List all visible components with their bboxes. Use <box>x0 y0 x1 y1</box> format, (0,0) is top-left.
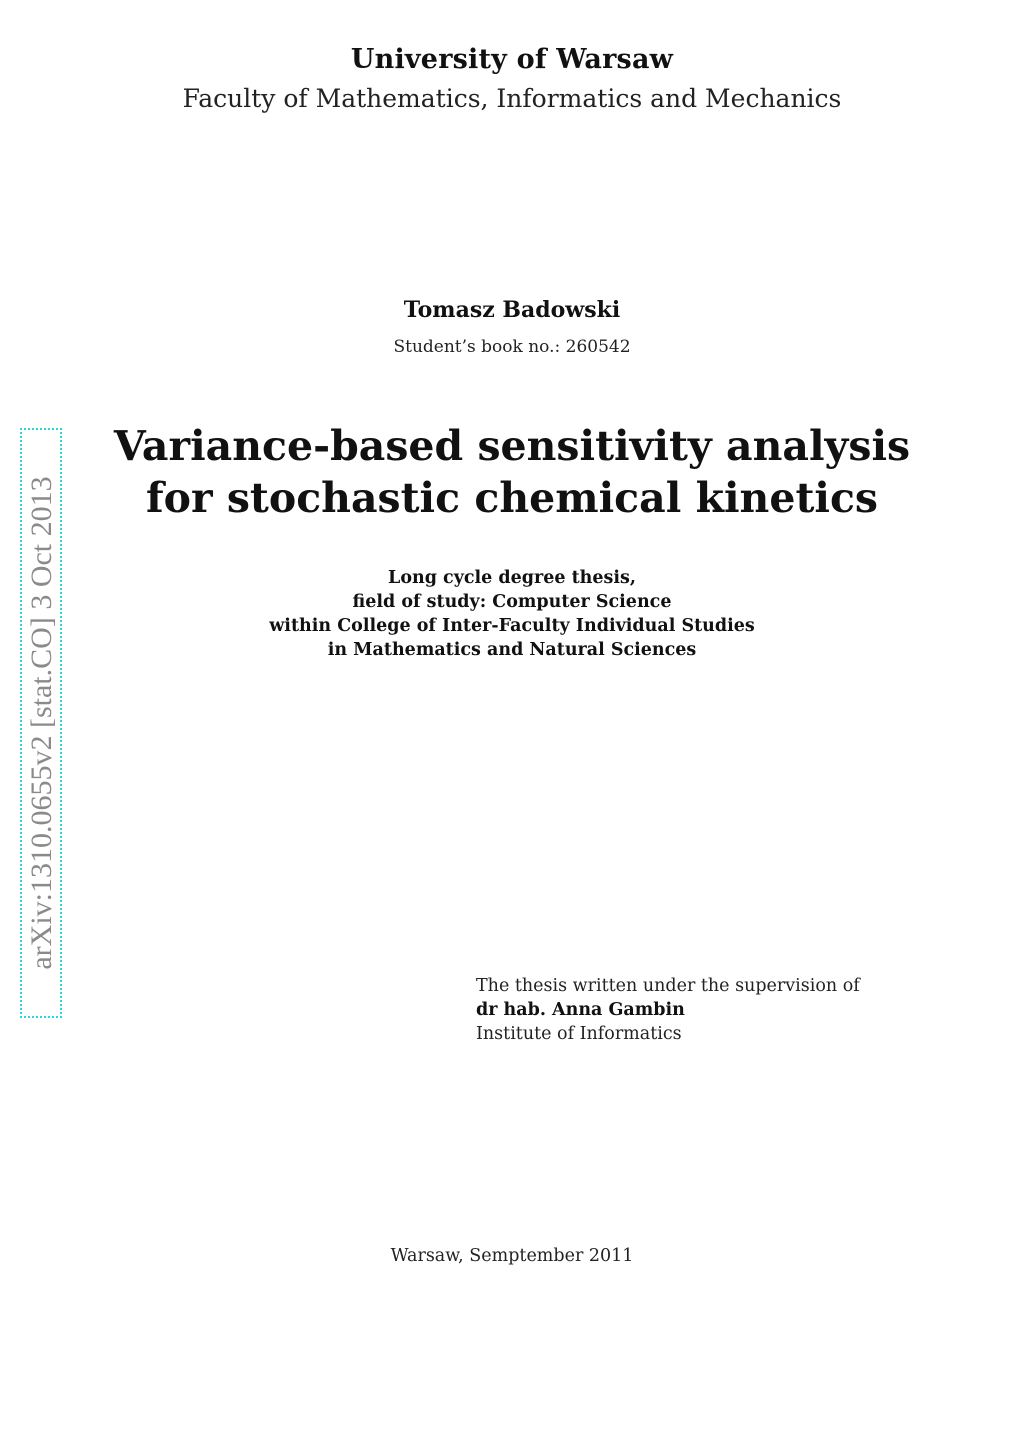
supervisor-institute: Institute of Informatics <box>476 1024 682 1044</box>
thesis-info-line-2: field of study: Computer Science <box>352 592 672 612</box>
faculty-name: Faculty of Mathematics, Informatics and Mechanics <box>182 84 842 113</box>
student-book-number: Student’s book no.: 260542 <box>393 337 631 357</box>
place-date: Warsaw, Semptember 2011 <box>390 1246 634 1266</box>
university-name: University of Warsaw <box>350 44 674 75</box>
thesis-info-line-3: within College of Inter-Faculty Individual Studies <box>269 616 755 636</box>
thesis-title <box>0 420 1024 524</box>
thesis-title-line-2: for stochastic chemical kinetics <box>145 474 879 522</box>
supervision-block <box>476 974 860 1046</box>
thesis-title-line-1: Variance-based sensitivity analysis <box>113 422 911 470</box>
thesis-info-line-1: Long cycle degree thesis, <box>388 568 636 588</box>
author-name: Tomasz Badowski <box>403 297 621 323</box>
arxiv-identifier[interactable]: arXiv:1310.0655v2 [stat.CO] 3 Oct 2013 <box>25 476 58 970</box>
supervisor-name: dr hab. Anna Gambin <box>476 1000 685 1020</box>
thesis-info <box>0 566 1024 662</box>
thesis-info-line-4: in Mathematics and Natural Sciences <box>327 640 697 660</box>
supervision-intro: The thesis written under the supervision of <box>476 976 860 996</box>
